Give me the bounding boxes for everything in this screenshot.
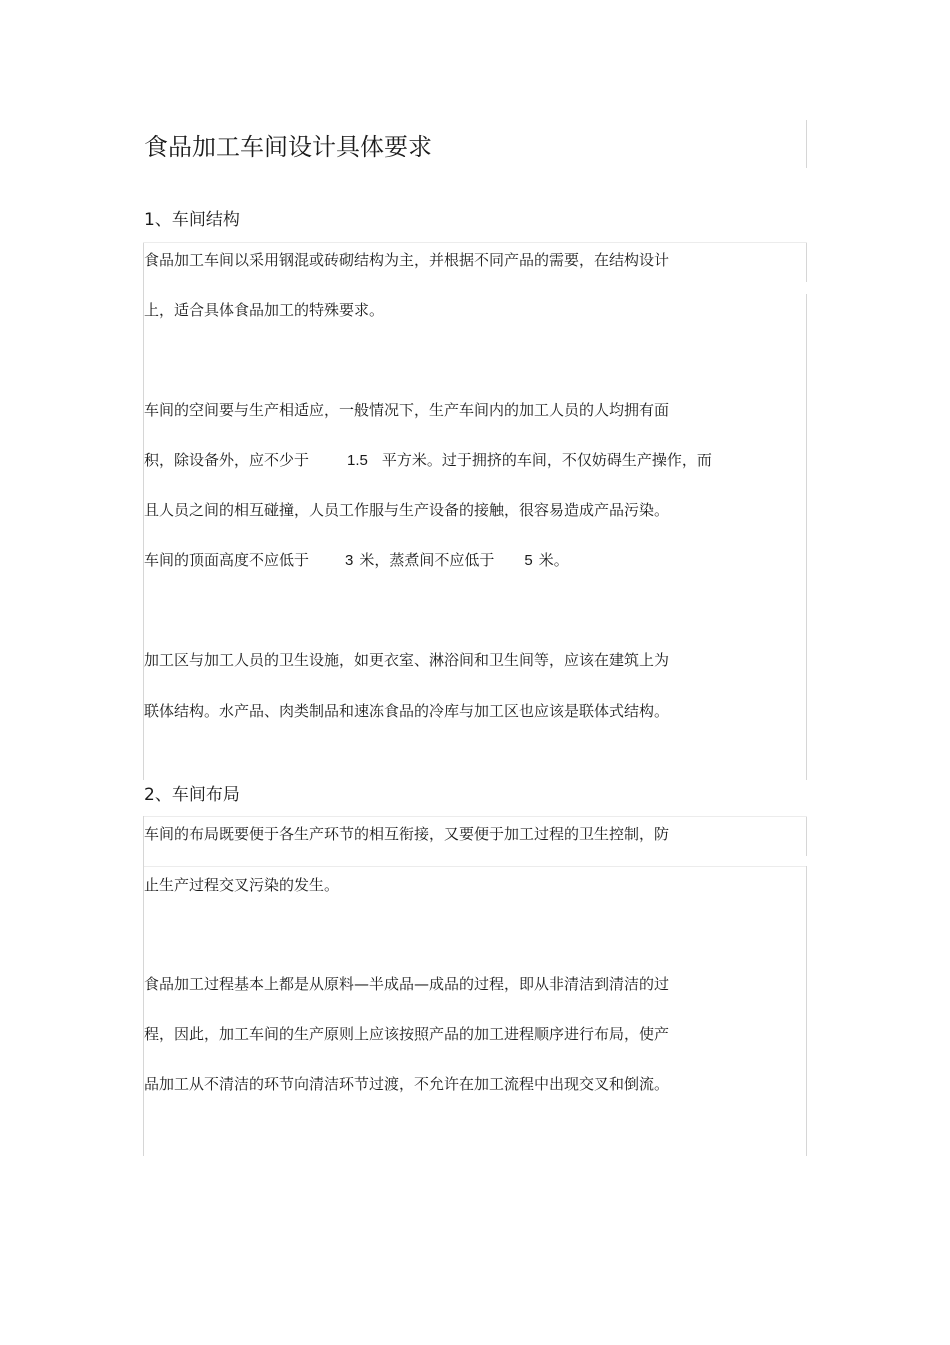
paragraph-line: 联体结构。水产品、肉类制品和速冻食品的冷库与加工区也应该是联体式结构。: [144, 702, 670, 720]
area-requirement-line: [144, 450, 712, 471]
paragraph-line: 上，适合具体食品加工的特殊要求。: [144, 301, 385, 319]
paragraph-line: 品加工从不清洁的环节向清洁环节过渡，不允许在加工流程中出现交叉和倒流。: [144, 1075, 670, 1093]
right-border-1: [806, 120, 807, 168]
right-border-3: [806, 294, 807, 780]
paragraph-line: 止生产过程交叉污染的发生。: [144, 876, 340, 894]
right-border-4: [806, 816, 807, 856]
text-segment: 车间的顶面高度不应低于: [144, 551, 310, 569]
right-border-2: [806, 242, 807, 282]
steam-room-height-value: 5: [524, 552, 533, 569]
text-segment: 米。: [538, 551, 569, 569]
area-value: 1.5: [347, 452, 368, 469]
section-heading-layout: 2、车间布局: [144, 785, 240, 805]
paragraph-line: 车间的布局既要便于各生产环节的相互衔接，又要便于加工过程的卫生控制，防: [144, 825, 670, 843]
section-heading-structure: 1、车间结构: [144, 210, 240, 230]
paragraph-line: 程，因此，加工车间的生产原则上应该按照产品的加工进程顺序进行布局，使产: [144, 1025, 670, 1043]
paragraph-line: 车间的空间要与生产相适应，一般情况下，生产车间内的加工人员的人均拥有面: [144, 401, 670, 419]
text-segment: 平方米。过于拥挤的车间，不仅妨碍生产操作，而: [381, 451, 712, 469]
paragraph-line: 食品加工过程基本上都是从原料—半成品—成品的过程，即从非清洁到清洁的过: [144, 975, 670, 993]
paragraph-line: 食品加工车间以采用钢混或砖砌结构为主，并根据不同产品的需要，在结构设计: [144, 251, 670, 269]
text-segment: 米，蒸煮间不应低于: [359, 551, 495, 569]
paragraph-line: 且人员之间的相互碰撞，人员工作服与生产设备的接触，很容易造成产品污染。: [144, 501, 670, 519]
right-border-5: [806, 866, 807, 1156]
top-border-2: [143, 816, 807, 817]
paragraph-line: 加工区与加工人员的卫生设施，如更衣室、淋浴间和卫生间等，应该在建筑上为: [144, 651, 670, 669]
ceiling-height-value: 3: [345, 552, 354, 569]
page-title: 食品加工车间设计具体要求: [144, 133, 432, 161]
top-border-1: [143, 242, 807, 243]
text-segment: 积，除设备外，应不少于: [144, 451, 310, 469]
top-border-3: [143, 866, 807, 867]
height-requirement-line: [144, 550, 569, 571]
